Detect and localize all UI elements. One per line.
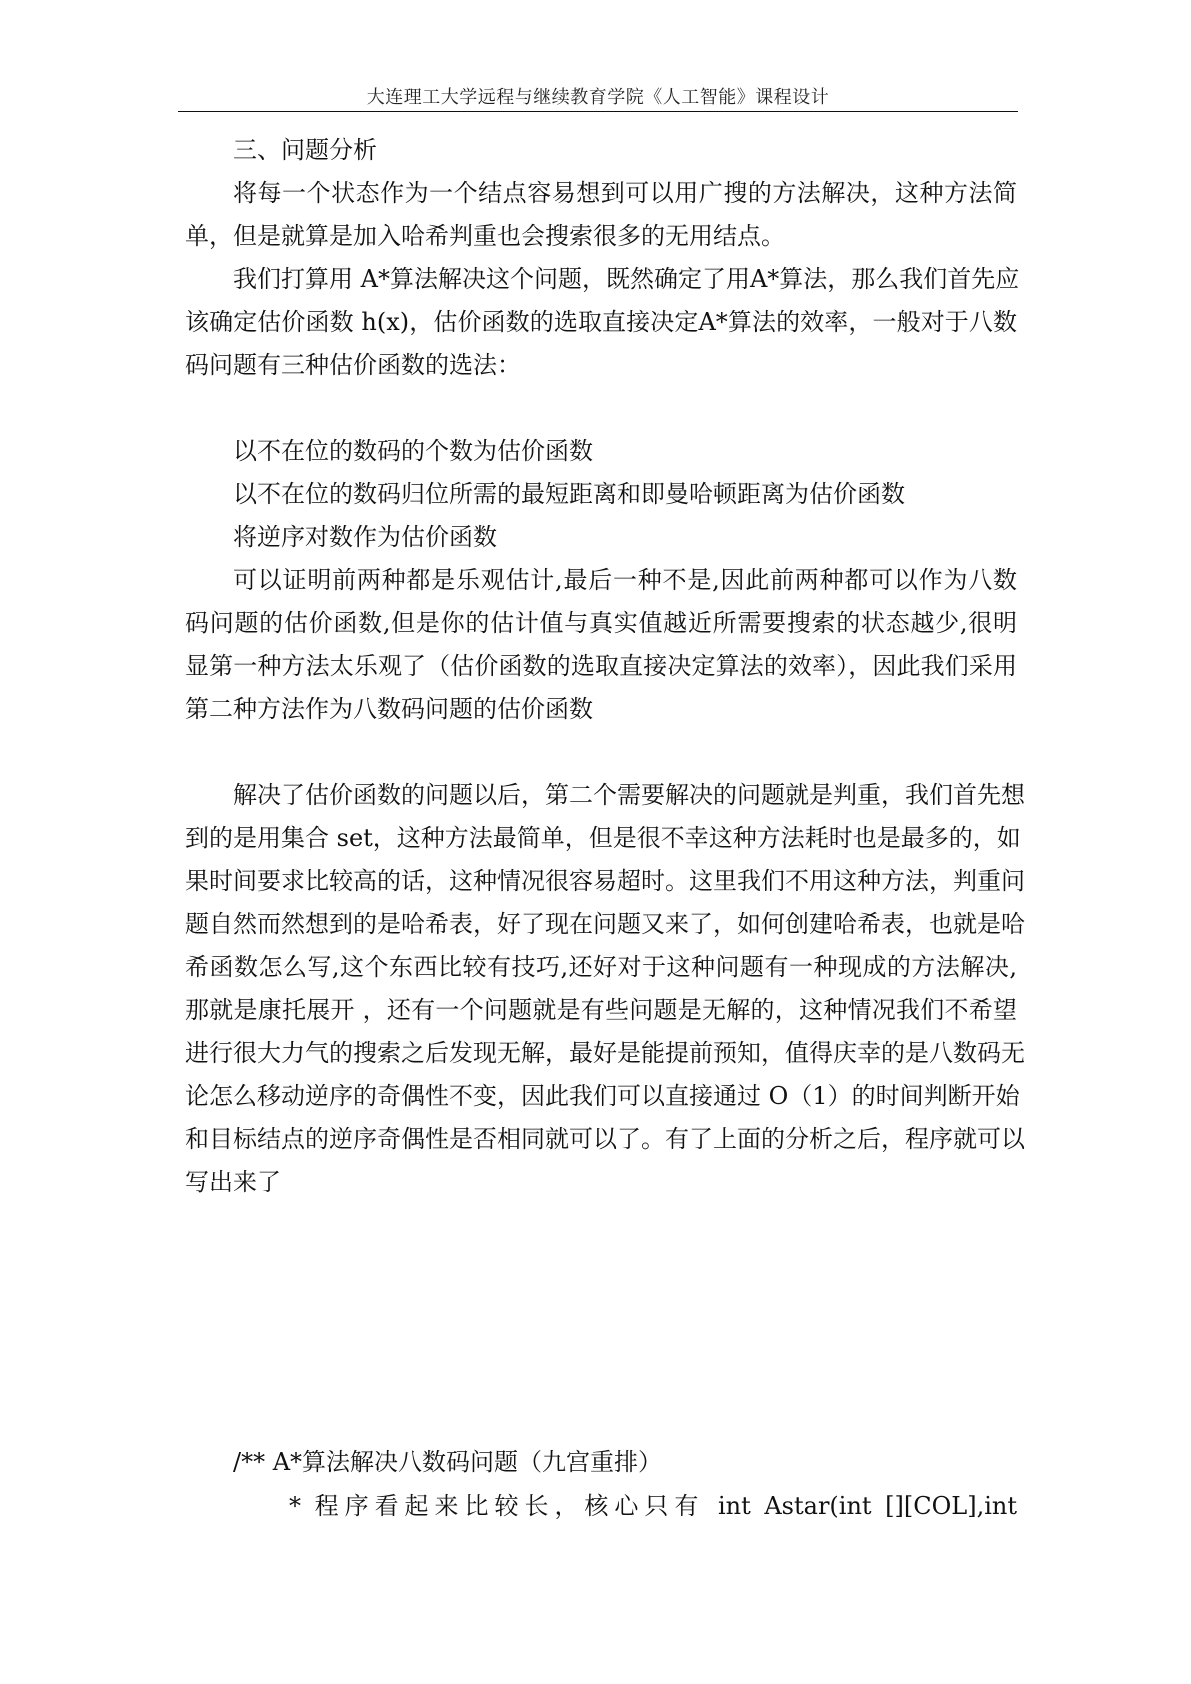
code-comment-line: * 程序看起来比较长，核心只有 int Astar(int [][COL],int [289,1492,1017,1520]
option-item: 以不在位的数码的个数为估价函数 [233,437,593,465]
paragraph-line: 希函数怎么写,这个东西比较有技巧,还好对于这种问题有一种现成的方法解决, [185,953,1017,981]
paragraph-line: 码问题有三种估价函数的选法： [185,351,521,379]
paragraph-line: 单，但是就算是加入哈希判重也会搜索很多的无用结点。 [185,222,785,250]
paragraph-line: 解决了估价函数的问题以后，第二个需要解决的问题就是判重，我们首先想 [233,781,1025,809]
paragraph-line: 果时间要求比较高的话，这种情况很容易超时。这里我们不用这种方法，判重问 [185,867,1025,895]
paragraph-line: 那就是康托展开 ，还有一个问题就是有些问题是无解的，这种情况我们不希望 [185,996,1017,1024]
paragraph-line: 和目标结点的逆序奇偶性是否相同就可以了。有了上面的分析之后，程序就可以 [185,1125,1025,1153]
header-rule [178,111,1018,112]
paragraph-line: 可以证明前两种都是乐观估计,最后一种不是,因此前两种都可以作为八数 [233,566,1017,594]
paragraph-line: 第二种方法作为八数码问题的估价函数 [185,695,593,723]
paragraph-line: 论怎么移动逆序的奇偶性不变，因此我们可以直接通过 O（1）的时间判断开始 [185,1082,1020,1110]
paragraph-line: 显第一种方法太乐观了（估价函数的选取直接决定算法的效率），因此我们采用 [185,652,1017,680]
paragraph-line: 进行很大力气的搜索之后发现无解，最好是能提前预知，值得庆幸的是八数码无 [185,1039,1025,1067]
section-title: 三、问题分析 [233,136,377,164]
paragraph-line: 将每一个状态作为一个结点容易想到可以用广搜的方法解决，这种方法简 [233,179,1017,207]
code-comment-line: /** A*算法解决八数码问题（九宫重排） [233,1448,663,1476]
page-header-title: 大连理工大学远程与继续教育学院《人工智能》课程设计 [366,87,830,108]
paragraph-line: 到的是用集合 set，这种方法最简单，但是很不幸这种方法耗时也是最多的，如 [185,824,1021,852]
paragraph-line: 码问题的估价函数,但是你的估计值与真实值越近所需要搜索的状态越少,很明 [185,609,1017,637]
paragraph-line: 题自然而然想到的是哈希表，好了现在问题又来了，如何创建哈希表，也就是哈 [185,910,1025,938]
option-item: 将逆序对数作为估价函数 [233,523,497,551]
option-item: 以不在位的数码归位所需的最短距离和即曼哈顿距离为估价函数 [233,480,905,508]
paragraph-line: 该确定估价函数 h(x)，估价函数的选取直接决定A*算法的效率，一般对于八数 [185,308,1017,336]
paragraph-line: 写出来了 [185,1168,281,1196]
paragraph-line: 我们打算用 A*算法解决这个问题，既然确定了用A*算法，那么我们首先应 [233,265,1020,293]
